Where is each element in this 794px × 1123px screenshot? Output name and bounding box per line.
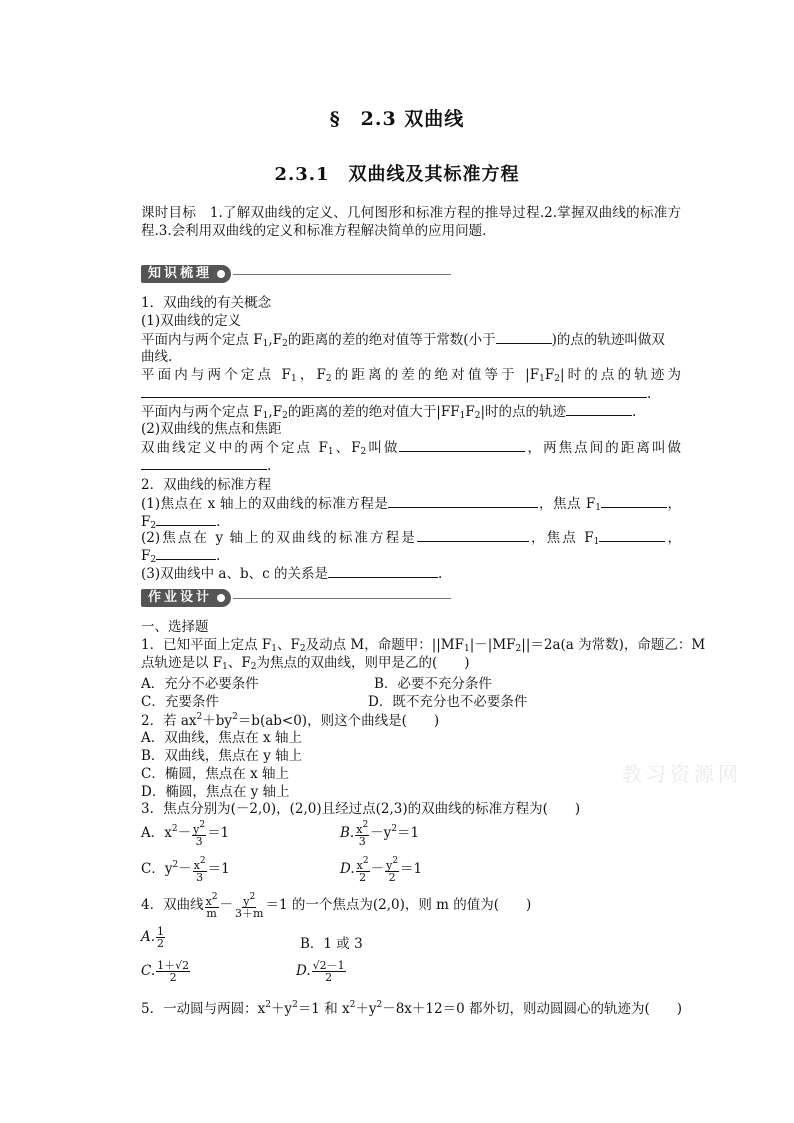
q1-option-a[interactable]: A．充分不必要条件	[141, 676, 259, 692]
q2-option-a[interactable]: A．双曲线，焦点在 x 轴上	[141, 730, 302, 746]
banner-label: 作业设计	[148, 590, 213, 605]
dot-icon	[217, 270, 225, 278]
q1-option-b[interactable]: B．必要不充分条件	[374, 676, 492, 692]
question-1-line-2: 点轨迹是以 $F_1$、$F_2$为焦点的双曲线，则甲是乙的( )	[141, 655, 470, 672]
q3-option-b[interactable]: B. $\frac{x^2}{3}$ $-y^2=1$	[340, 820, 420, 848]
focus-blank-line: .	[141, 456, 681, 475]
q2-option-d[interactable]: D．椭圆，焦点在 y 轴上	[141, 784, 290, 800]
answer-blank[interactable]	[496, 330, 552, 344]
question-1-line-1: 1．已知平面上定点 $F_1$、$F_2$及动点 M，命题甲：$||MF_1|-|MF_2||=2a(a$ 为常数)，命题乙：M	[141, 637, 706, 654]
question-2: 2．若 $ax^2+by^2=b(ab<0)$，则这个曲线是( )	[141, 712, 440, 729]
section-title: § 2.3 双曲线	[329, 108, 465, 130]
question-5: 5．一动圆与两圆：$x^2+y^2=1$ 和 $x^2+y^2-8x+12=0$ 都外切，则动圆圆心的轨迹为( )	[141, 1000, 683, 1017]
x-axis-line: (1)焦点在 x 轴上的双曲线的标准方程是 ，焦点 $F_1$ ，	[141, 496, 682, 513]
divider	[233, 598, 451, 599]
y-axis-f2-line: $F_2$ ．	[141, 548, 230, 565]
q1-option-d[interactable]: D．既不充分也不必要条件	[368, 694, 528, 710]
q3-option-c[interactable]: C．$y^2-$ $\frac{x^2}{3}$ ＝1	[141, 856, 230, 884]
answer-blank[interactable]	[601, 494, 667, 508]
answer-blank[interactable]	[566, 402, 632, 416]
q2-option-c[interactable]: C．椭圆，焦点在 x 轴上	[141, 766, 290, 782]
question-4: 4．双曲线 $\frac{x^2}{m}$ － $\frac{y^2}{3+m}$ ＝1 的一个焦点为(2,0)，则 m 的值为( )	[141, 892, 532, 920]
answer-blank[interactable]	[141, 384, 647, 398]
y-axis-line: (2)焦点在 y 轴上的双曲线的标准方程是 ，焦点 $F_1$ ，	[141, 530, 681, 547]
answer-blank[interactable]	[399, 438, 525, 452]
answer-blank[interactable]	[328, 564, 438, 578]
equal-case-blank-line: .	[141, 384, 681, 403]
equal-case-line: 平面内与两个定点 $F_1$，$F_2$的距离的差的绝对值等于 $|F_1F_2|$时的点的轨迹为	[141, 367, 681, 384]
concept-heading: 1．双曲线的有关概念	[141, 295, 272, 311]
greater-case-line: 平面内与两个定点 $F_1,F_2$的距离的差的绝对值大于$|FF_1F_2|$时的点的轨迹 .	[141, 404, 637, 421]
q4-option-c[interactable]: C. $\frac{1+√2}{2}$	[141, 959, 190, 984]
dot-icon	[217, 594, 225, 602]
q3-option-d[interactable]: D. $\frac{x^2}{2}$ － $\frac{y^2}{2}$ ＝1	[340, 856, 423, 884]
focus-line: 双曲线定义中的两个定点 $F_1$、$F_2$叫做 ，两焦点间的距离叫做	[141, 440, 682, 457]
answer-blank[interactable]	[141, 456, 267, 470]
subsection-title: 2.3.1 双曲线及其标准方程	[274, 164, 520, 185]
q4-option-d[interactable]: D. $\frac{√2-1}{2}$	[296, 959, 345, 984]
part-heading: 一、选择题	[141, 619, 209, 635]
banner-label: 知识梳理	[148, 266, 213, 281]
q2-option-b[interactable]: B．双曲线，焦点在 y 轴上	[141, 748, 303, 764]
q3-option-a[interactable]: A．$x^2-$ $\frac{y^2}{3}$ ＝1	[141, 820, 230, 848]
definition-line-cont: 曲线.	[141, 349, 173, 365]
q1-option-c[interactable]: C．充要条件	[141, 694, 219, 710]
answer-blank[interactable]	[417, 528, 529, 542]
focus-heading: (2)双曲线的焦点和焦距	[141, 421, 282, 437]
x-axis-f2-line: $F_2$ ．	[141, 514, 230, 531]
answer-blank[interactable]	[599, 528, 665, 542]
q4-option-b[interactable]: B．1 或 3	[300, 936, 363, 952]
answer-blank[interactable]	[156, 546, 216, 560]
q4-option-a[interactable]: A. $\frac{1}{2}$	[141, 925, 165, 950]
watermark: 教习资源网	[622, 762, 742, 786]
answer-blank[interactable]	[388, 494, 538, 508]
standard-heading: 2．双曲线的标准方程	[141, 477, 272, 493]
abc-relation-line: (3)双曲线中 a、b、c 的关系是 .	[141, 566, 443, 582]
goal-line-2: 程.3.会利用双曲线的定义和标准方程解决简单的应用问题.	[141, 223, 487, 239]
definition-heading: (1)双曲线的定义	[141, 313, 242, 329]
question-3: 3．焦点分别为(－2,0)，(2,0)且经过点(2,3)的双曲线的标准方程为( )	[141, 801, 581, 817]
answer-blank[interactable]	[156, 512, 216, 526]
knowledge-banner	[141, 264, 451, 284]
definition-line: 平面内与两个定点 $F_1,F_2$的距离的差的绝对值等于常数(小于 )的点的轨迹叫做双	[141, 332, 665, 349]
divider	[233, 274, 451, 275]
homework-banner	[141, 588, 451, 608]
goal-line-1: 课时目标 1.了解双曲线的定义、几何图形和标准方程的推导过程.2.掌握双曲线的标准方	[141, 205, 681, 221]
